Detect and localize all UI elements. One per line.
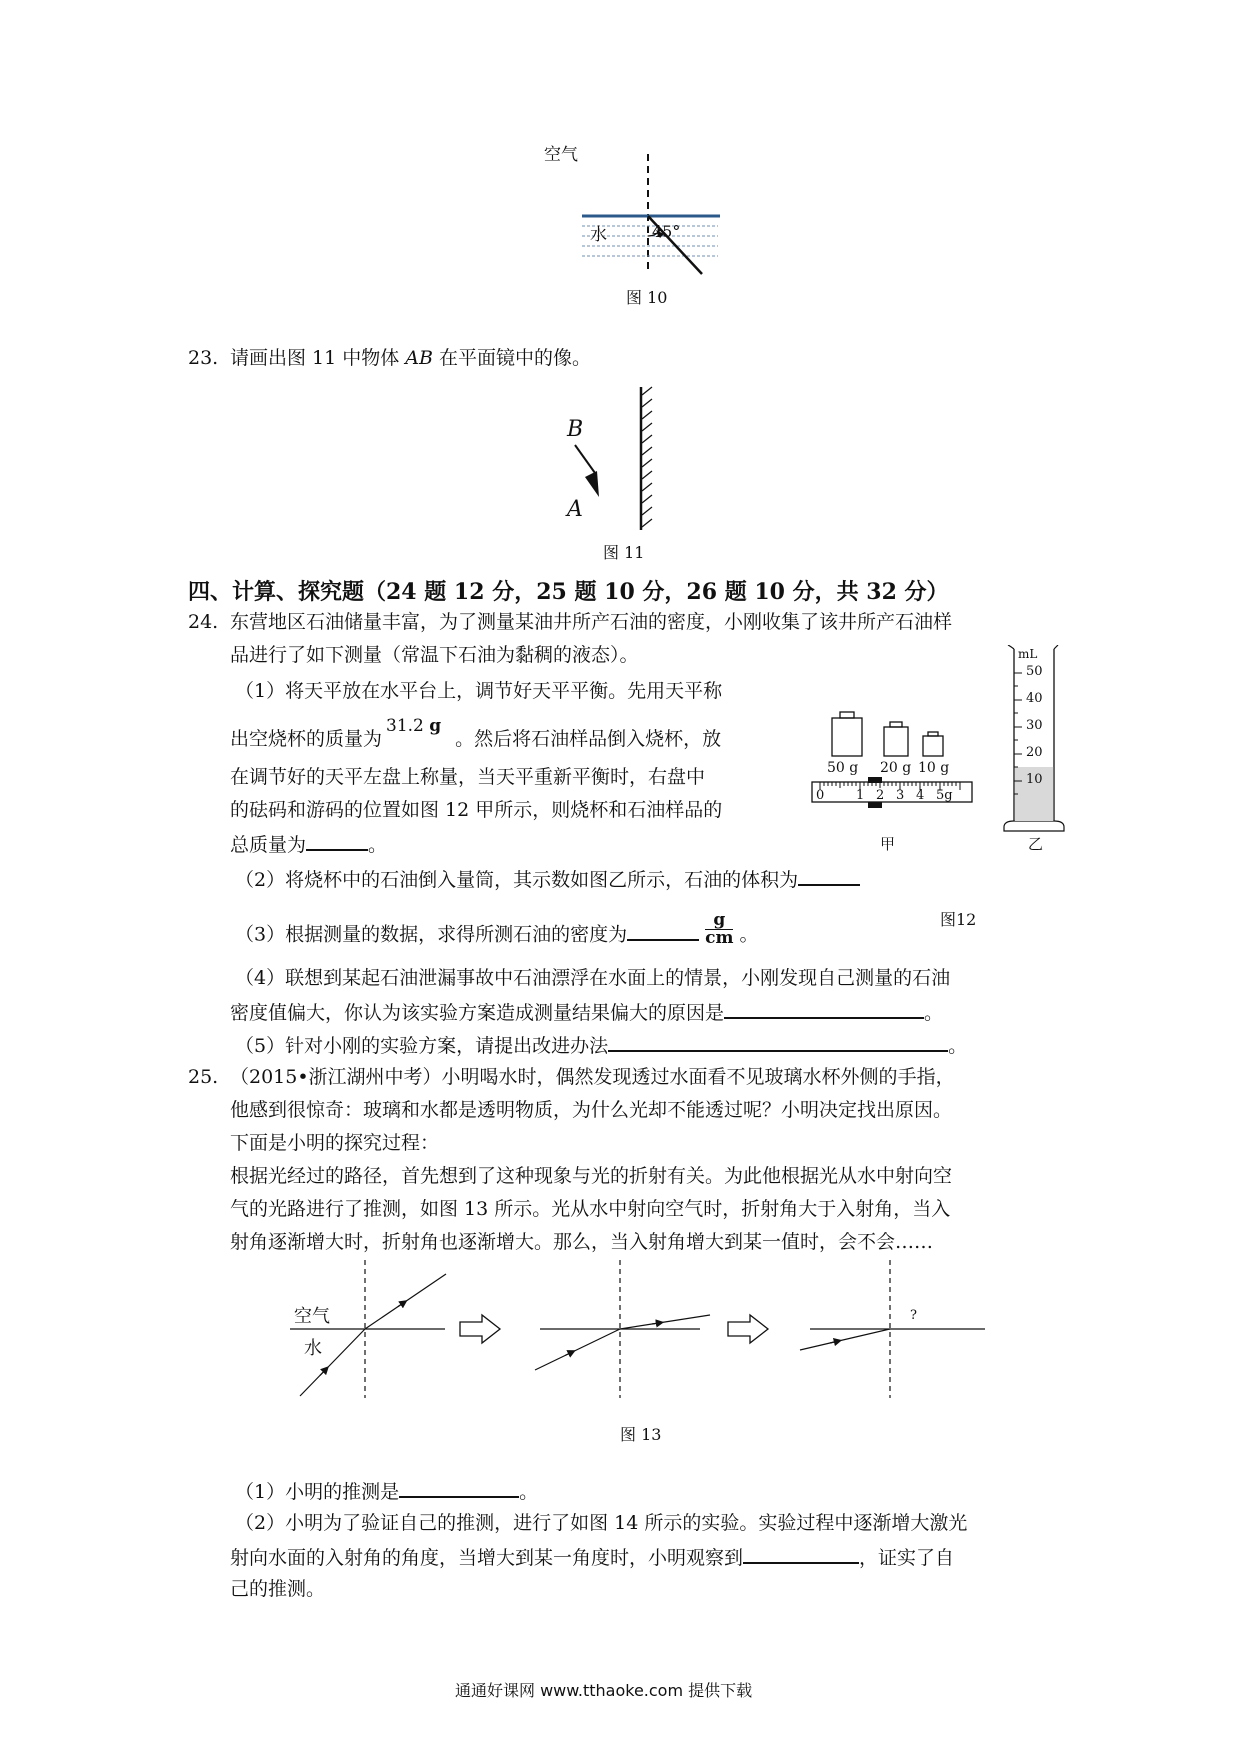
question-number: 25. [188,1066,219,1088]
empty-cup-mass-value: 31.2 [386,716,424,736]
total-mass-blank[interactable] [306,831,368,851]
fig13-air-label: 空气 [294,1306,330,1327]
q24-p1-line4: 的砝码和游码的位置如图 12 甲所示，则烧杯和石油样品的 [230,799,723,821]
weight-50g [832,718,862,756]
cylinder-base [1004,821,1064,831]
density-unit-num: g [713,910,726,930]
transition-arrow-1 [460,1315,500,1343]
q24-p1-line3: 在调节好的天平左盘上称量，当天平重新平衡时，右盘中 [230,766,706,788]
q25-line6: 射角逐渐增大时，折射角也逐渐增大。那么，当入射角增大到某一值时，会不会…… [230,1231,934,1253]
density-unit [705,912,733,947]
observation-blank[interactable] [743,1544,859,1564]
label-yi: 乙 [1028,835,1044,853]
object-ab [575,445,595,473]
reason-blank[interactable] [724,999,924,1019]
scale-tick-0: 0 [816,788,825,803]
object-arrow-head [585,471,599,497]
angle-label: 45° [652,222,681,241]
q25-line5: 气的光路进行了推测，如图 13 所示。光从水中射向空气时，折射角大于入射角，当入 [230,1198,951,1220]
q24-p5-end: 。 [948,1035,968,1057]
air-label: 空气 [544,145,578,165]
figure-caption: 图 11 [603,543,645,562]
q24-p4-line2-text: 密度值偏大，你认为该实验方案造成测量结果偏大的原因是 [230,1002,725,1024]
panel-2-incident [535,1329,620,1370]
panel-1-incident-arrow [320,1369,326,1375]
q25-p2-line3: 己的推测。 [230,1578,326,1600]
panel-3-incident [800,1329,890,1350]
empty-cup-mass-unit: g [429,716,442,736]
panel-1-refracted-arrow [398,1303,404,1307]
figure-13 [290,1260,1010,1444]
q24-p3-end: 。 [739,923,759,946]
cylinder-tick-30: 30 [1026,718,1043,733]
water-label: 水 [590,225,607,245]
q24-p2-text: （2）将烧杯中的石油倒入量筒，其示数如图乙所示，石油的体积为 [235,869,799,891]
figure-10 [544,145,740,310]
fig13-question-mark: ? [910,1308,917,1323]
q24-p1-line2a: 出空烧杯的质量为 [230,728,383,750]
cylinder-tick-10: 10 [1026,772,1043,787]
q25-p2-line1: （2）小明为了验证自己的推测，进行了如图 14 所示的实验。实验过程中逐渐增大激光 [235,1512,968,1534]
figure-caption: 图 13 [620,1425,662,1444]
cylinder-tick-40: 40 [1026,691,1043,706]
figure-caption: 图12 [940,910,977,929]
fig13-water-label: 水 [304,1338,322,1359]
q24-p4-line2 [230,999,943,1026]
cylinder-unit: mL [1018,647,1038,661]
panel-3 [800,1260,985,1398]
q24-p1-line2 [230,716,722,753]
panel-2-refracted-arrow [652,1323,660,1324]
panel-2-incident-arrow [565,1352,572,1355]
mirror-hatching [642,387,652,527]
figure-caption: 图 10 [626,288,668,307]
q24-p3-text: （3）根据测量的数据，求得所测石油的密度为 [235,923,628,946]
q24-p5 [235,1032,967,1059]
q24-p1-line2b: 。然后将石油样品倒入烧杯，放 [455,728,722,750]
q24-p4-end: 。 [924,1002,944,1024]
empty-cup-mass [386,716,441,736]
q24-p3 [235,910,759,953]
q24-p4-line1: （4）联想到某起石油泄漏事故中石油漂浮在水面上的情景，小刚发现自己测量的石油 [235,967,951,989]
density-unit-den: cm [705,928,734,948]
density-blank[interactable] [627,921,699,941]
q25-p1-end: 。 [519,1481,539,1503]
transition-arrow-2 [728,1315,768,1343]
figure-11 [555,385,675,570]
q25-line3: 下面是小明的探究过程： [230,1132,440,1154]
panel-2 [535,1260,710,1398]
q25-line1: （2015•浙江湖州中考）小明喝水时，偶然发现透过水面看不见玻璃水杯外侧的手指， [230,1066,955,1088]
label-b: B [567,417,584,442]
page-footer: 通通好课网 www.tthaoke.com 提供下载 [455,1681,753,1700]
section-title: 四、计算、探究题（24 题 12 分，25 题 10 分，26 题 10 分，共 32 分） [188,579,949,605]
q25-p1-text: （1）小明的推测是 [235,1481,400,1503]
weight-label-50g: 50 g [827,760,859,776]
q25-line2: 他感到很惊奇：玻璃和水都是透明物质，为什么光却不能透过呢？小明决定找出原因。 [230,1099,953,1121]
oil-volume-blank[interactable] [798,866,860,886]
question-text [230,346,591,371]
q24-p2 [235,866,860,893]
panel-1 [290,1260,446,1398]
scale-tick-4: 4 [916,788,925,803]
cylinder-tick-50: 50 [1026,664,1043,679]
label-jia: 甲 [880,835,896,853]
figure-13-drawing [290,1260,1010,1405]
q24-line2: 品进行了如下测量（常温下石油为黏稠的液态）。 [230,644,639,666]
question-number: 24. [188,611,219,633]
scale-tick-1: 1 [856,788,865,803]
q23-text-b: 在平面镜中的像。 [432,347,592,369]
scale-tick-5g: 5g [936,788,953,803]
scale-tick-2: 2 [876,788,885,803]
question-number: 23. [188,347,219,369]
q24-p1-line1: （1）将天平放在水平台上，调节好天平平衡。先用天平称 [235,680,723,702]
weight-label-10g: 10 g [918,760,950,776]
q25-p2-line2b: ，证实了自 [859,1547,955,1569]
scale-tick-3: 3 [896,788,905,803]
weight-10g [923,736,943,756]
q24-p1-line5: 总质量为 。 [230,831,387,858]
improvement-blank[interactable] [608,1032,948,1052]
panel-2-refracted [620,1315,710,1329]
panel-1-refracted [365,1274,446,1329]
q24-line1: 东营地区石油储量丰富，为了测量某油井所产石油的密度，小刚收集了该井所产石油样 [230,611,953,633]
q24-p5-text: （5）针对小刚的实验方案，请提出改进办法 [235,1035,609,1057]
cylinder-tick-20: 20 [1026,745,1043,760]
q25-p2-line2a: 射向水面的入射角的角度，当增大到某一角度时，小明观察到 [230,1547,744,1569]
rider-top [868,777,882,783]
guess-blank[interactable] [399,1478,519,1498]
weight-label-20g: 20 g [880,760,912,776]
weight-20g-top [890,722,902,727]
q23-text-a: 请画出图 11 中物体 [230,347,406,369]
label-a: A [567,497,583,522]
panel-3-incident-arrow [830,1341,838,1343]
q25-p1 [235,1478,538,1505]
weight-50g-top [840,712,854,718]
q25-p2-line2 [230,1544,954,1571]
q23-text-ab: AB [405,347,433,369]
q24-p1-line5-text: 总质量为 [230,834,307,856]
weight-20g [884,727,908,756]
q25-line4: 根据光经过的路径，首先想到了这种现象与光的折射有关。为此他根据光从水中射向空 [230,1165,953,1187]
